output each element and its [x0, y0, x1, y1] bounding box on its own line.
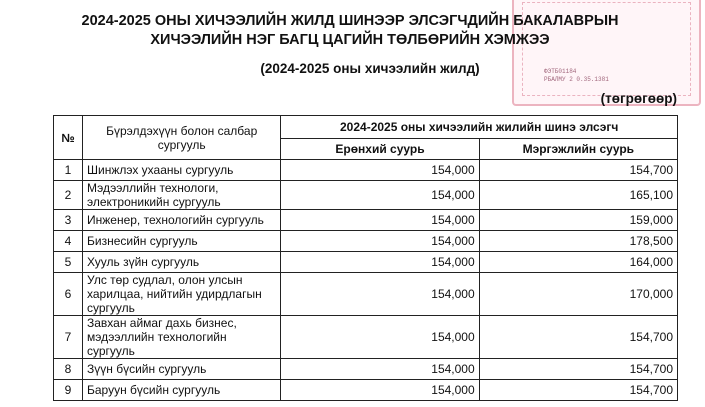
row-general-fee: 154,000 [281, 380, 479, 401]
row-number: 7 [54, 316, 83, 359]
row-general-fee: 154,000 [281, 210, 479, 231]
row-school-name: Мэдээллийн технологи, электроникийн сургууль [83, 181, 281, 210]
row-professional-fee: 154,700 [479, 380, 677, 401]
stamp-text-line1: ФЭТБ01184 [544, 68, 577, 75]
row-school-name: Шинжлэх ухааны сургууль [83, 160, 281, 181]
row-number: 8 [54, 359, 83, 380]
header-school-name: Бүрэлдэхүүн болон салбар сургууль [83, 116, 281, 160]
row-professional-fee: 170,000 [479, 273, 677, 316]
currency-unit: (төгрөгөөр) [600, 91, 677, 106]
table-header-row [54, 116, 678, 139]
row-professional-fee: 154,700 [479, 316, 677, 359]
tuition-table [53, 115, 678, 401]
row-professional-fee: 164,000 [479, 252, 677, 273]
table-row [54, 316, 678, 359]
table-row [54, 380, 678, 401]
table-row [54, 231, 678, 252]
row-number: 3 [54, 210, 83, 231]
header-general-foundation: Ерөнхий суурь [281, 139, 479, 160]
stamp-text-line2: РБАЛМУ 2 0.35.1381 [544, 76, 609, 83]
row-professional-fee: 154,700 [479, 160, 677, 181]
table-row [54, 359, 678, 380]
row-general-fee: 154,000 [281, 273, 479, 316]
document-title [30, 12, 670, 50]
row-school-name: Инженер, технологийн сургууль [83, 210, 281, 231]
title-line-1: 2024-2025 ОНЫ ХИЧЭЭЛИЙН ЖИЛД ШИНЭЭР ЭЛСЭГЧДИЙН БАКАЛАВРЫН [81, 13, 619, 29]
row-professional-fee: 165,100 [479, 181, 677, 210]
row-number: 5 [54, 252, 83, 273]
row-school-name: Баруун бүсийн сургууль [83, 380, 281, 401]
row-number: 1 [54, 160, 83, 181]
table-body [54, 160, 678, 401]
row-number: 4 [54, 231, 83, 252]
table-row [54, 160, 678, 181]
row-school-name: Завхан аймаг дахь бизнес, мэдээллийн технологийн сургууль [83, 316, 281, 359]
header-new-students-group: 2024-2025 оны хичээлийн жилийн шинэ элсэгч [281, 116, 678, 139]
row-general-fee: 154,000 [281, 181, 479, 210]
row-number: 9 [54, 380, 83, 401]
row-general-fee: 154,000 [281, 252, 479, 273]
row-school-name: Бизнесийн сургууль [83, 231, 281, 252]
row-school-name: Улс төр судлал, олон улсын харилцаа, нийтийн удирдлагын сургууль [83, 273, 281, 316]
row-school-name: Хууль зүйн сургууль [83, 252, 281, 273]
row-number: 2 [54, 181, 83, 210]
header-professional-foundation: Мэргэжлийн суурь [479, 139, 677, 160]
table-row [54, 273, 678, 316]
row-general-fee: 154,000 [281, 231, 479, 252]
row-professional-fee: 178,500 [479, 231, 677, 252]
document-subtitle: (2024-2025 оны хичээлийн жилд) [260, 61, 480, 76]
row-number: 6 [54, 273, 83, 316]
table-row [54, 181, 678, 210]
row-professional-fee: 154,700 [479, 359, 677, 380]
row-general-fee: 154,000 [281, 316, 479, 359]
row-school-name: Зүүн бүсийн сургууль [83, 359, 281, 380]
title-line-2: ХИЧЭЭЛИЙН НЭГ БАГЦ ЦАГИЙН ТӨЛБӨРИЙН ХЭМЖЭЭ [150, 32, 550, 48]
table-row [54, 252, 678, 273]
header-number: № [54, 116, 83, 160]
row-general-fee: 154,000 [281, 160, 479, 181]
row-professional-fee: 159,000 [479, 210, 677, 231]
table-row [54, 210, 678, 231]
row-general-fee: 154,000 [281, 359, 479, 380]
